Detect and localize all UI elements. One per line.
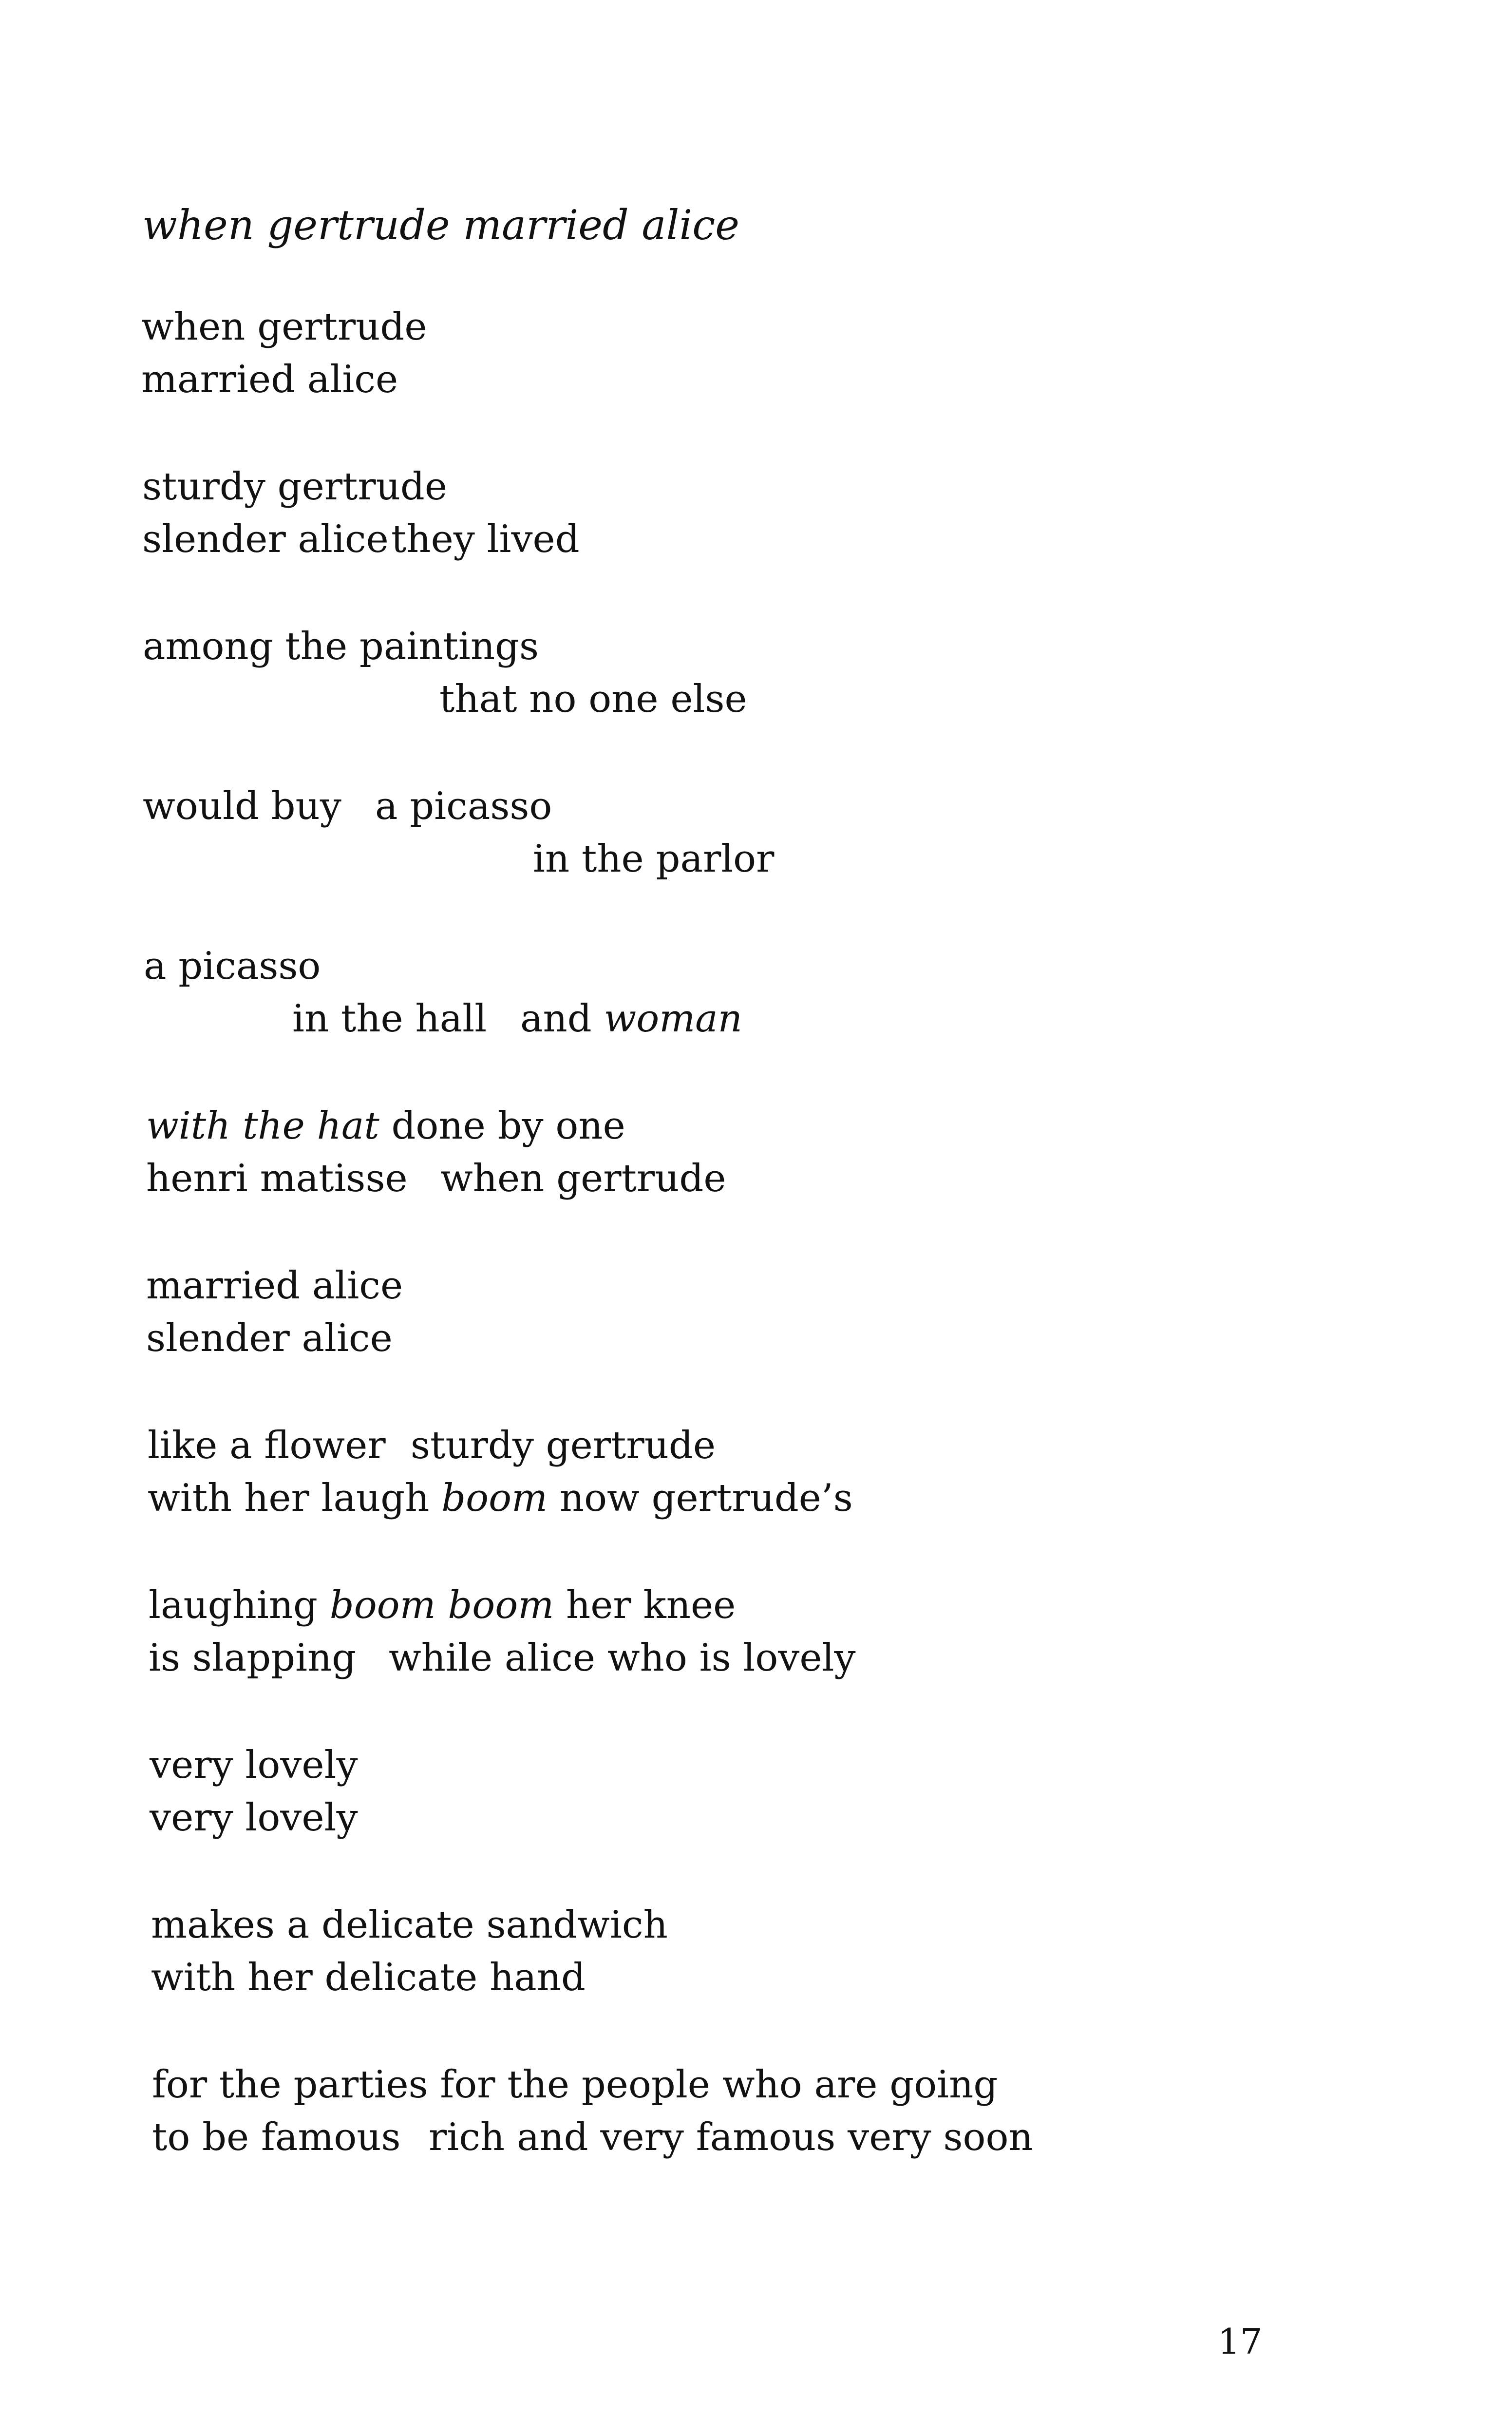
poem-line: henri matisse bbox=[146, 1157, 408, 1200]
poem-line: when gertrude bbox=[141, 305, 427, 349]
poem-line: in the parlor bbox=[533, 837, 775, 881]
poem-line: a picasso bbox=[144, 944, 321, 988]
poem-line: in the hall bbox=[292, 997, 487, 1041]
poem-line: very lovely bbox=[150, 1743, 358, 1787]
poem-line: with her delicate hand bbox=[151, 1956, 586, 1999]
poem-title: when gertrude married alice bbox=[142, 201, 739, 249]
poem-line: sturdy gertrude bbox=[411, 1424, 716, 1467]
poem-line: among the paintings bbox=[143, 625, 539, 668]
poem-line: for the parties for the people who are going bbox=[152, 2063, 998, 2107]
poem-line: with her laugh boom now gertrude’s bbox=[148, 1476, 853, 1520]
poem-line: very lovely bbox=[150, 1796, 358, 1840]
poem-line: to be famous bbox=[152, 2115, 401, 2159]
poem-line: slender alice bbox=[146, 1316, 393, 1360]
poem-line: married alice bbox=[141, 358, 398, 401]
poem-line: they lived bbox=[391, 517, 580, 561]
poem-line: married alice bbox=[146, 1264, 403, 1308]
poem-line: that no one else bbox=[439, 677, 747, 721]
page-number: 17 bbox=[1218, 2321, 1263, 2362]
poem-line: like a flower bbox=[148, 1424, 386, 1467]
poem-line: slender alice bbox=[142, 517, 389, 561]
poem-line: sturdy gertrude bbox=[142, 465, 448, 509]
poem-line: a picasso bbox=[375, 784, 552, 828]
poem-line: is slapping bbox=[149, 1636, 357, 1680]
poem-line: makes a delicate sandwich bbox=[151, 1903, 668, 1947]
poem-line: rich and very famous very soon bbox=[429, 2115, 1033, 2159]
poem-line: and woman bbox=[520, 997, 742, 1041]
poem-line: when gertrude bbox=[440, 1157, 726, 1200]
poem-line: would buy bbox=[143, 784, 341, 828]
poem-line: with the hat done by one bbox=[146, 1104, 625, 1148]
poem-line: laughing boom boom her knee bbox=[149, 1583, 736, 1627]
poem-line: while alice who is lovely bbox=[389, 1636, 856, 1680]
